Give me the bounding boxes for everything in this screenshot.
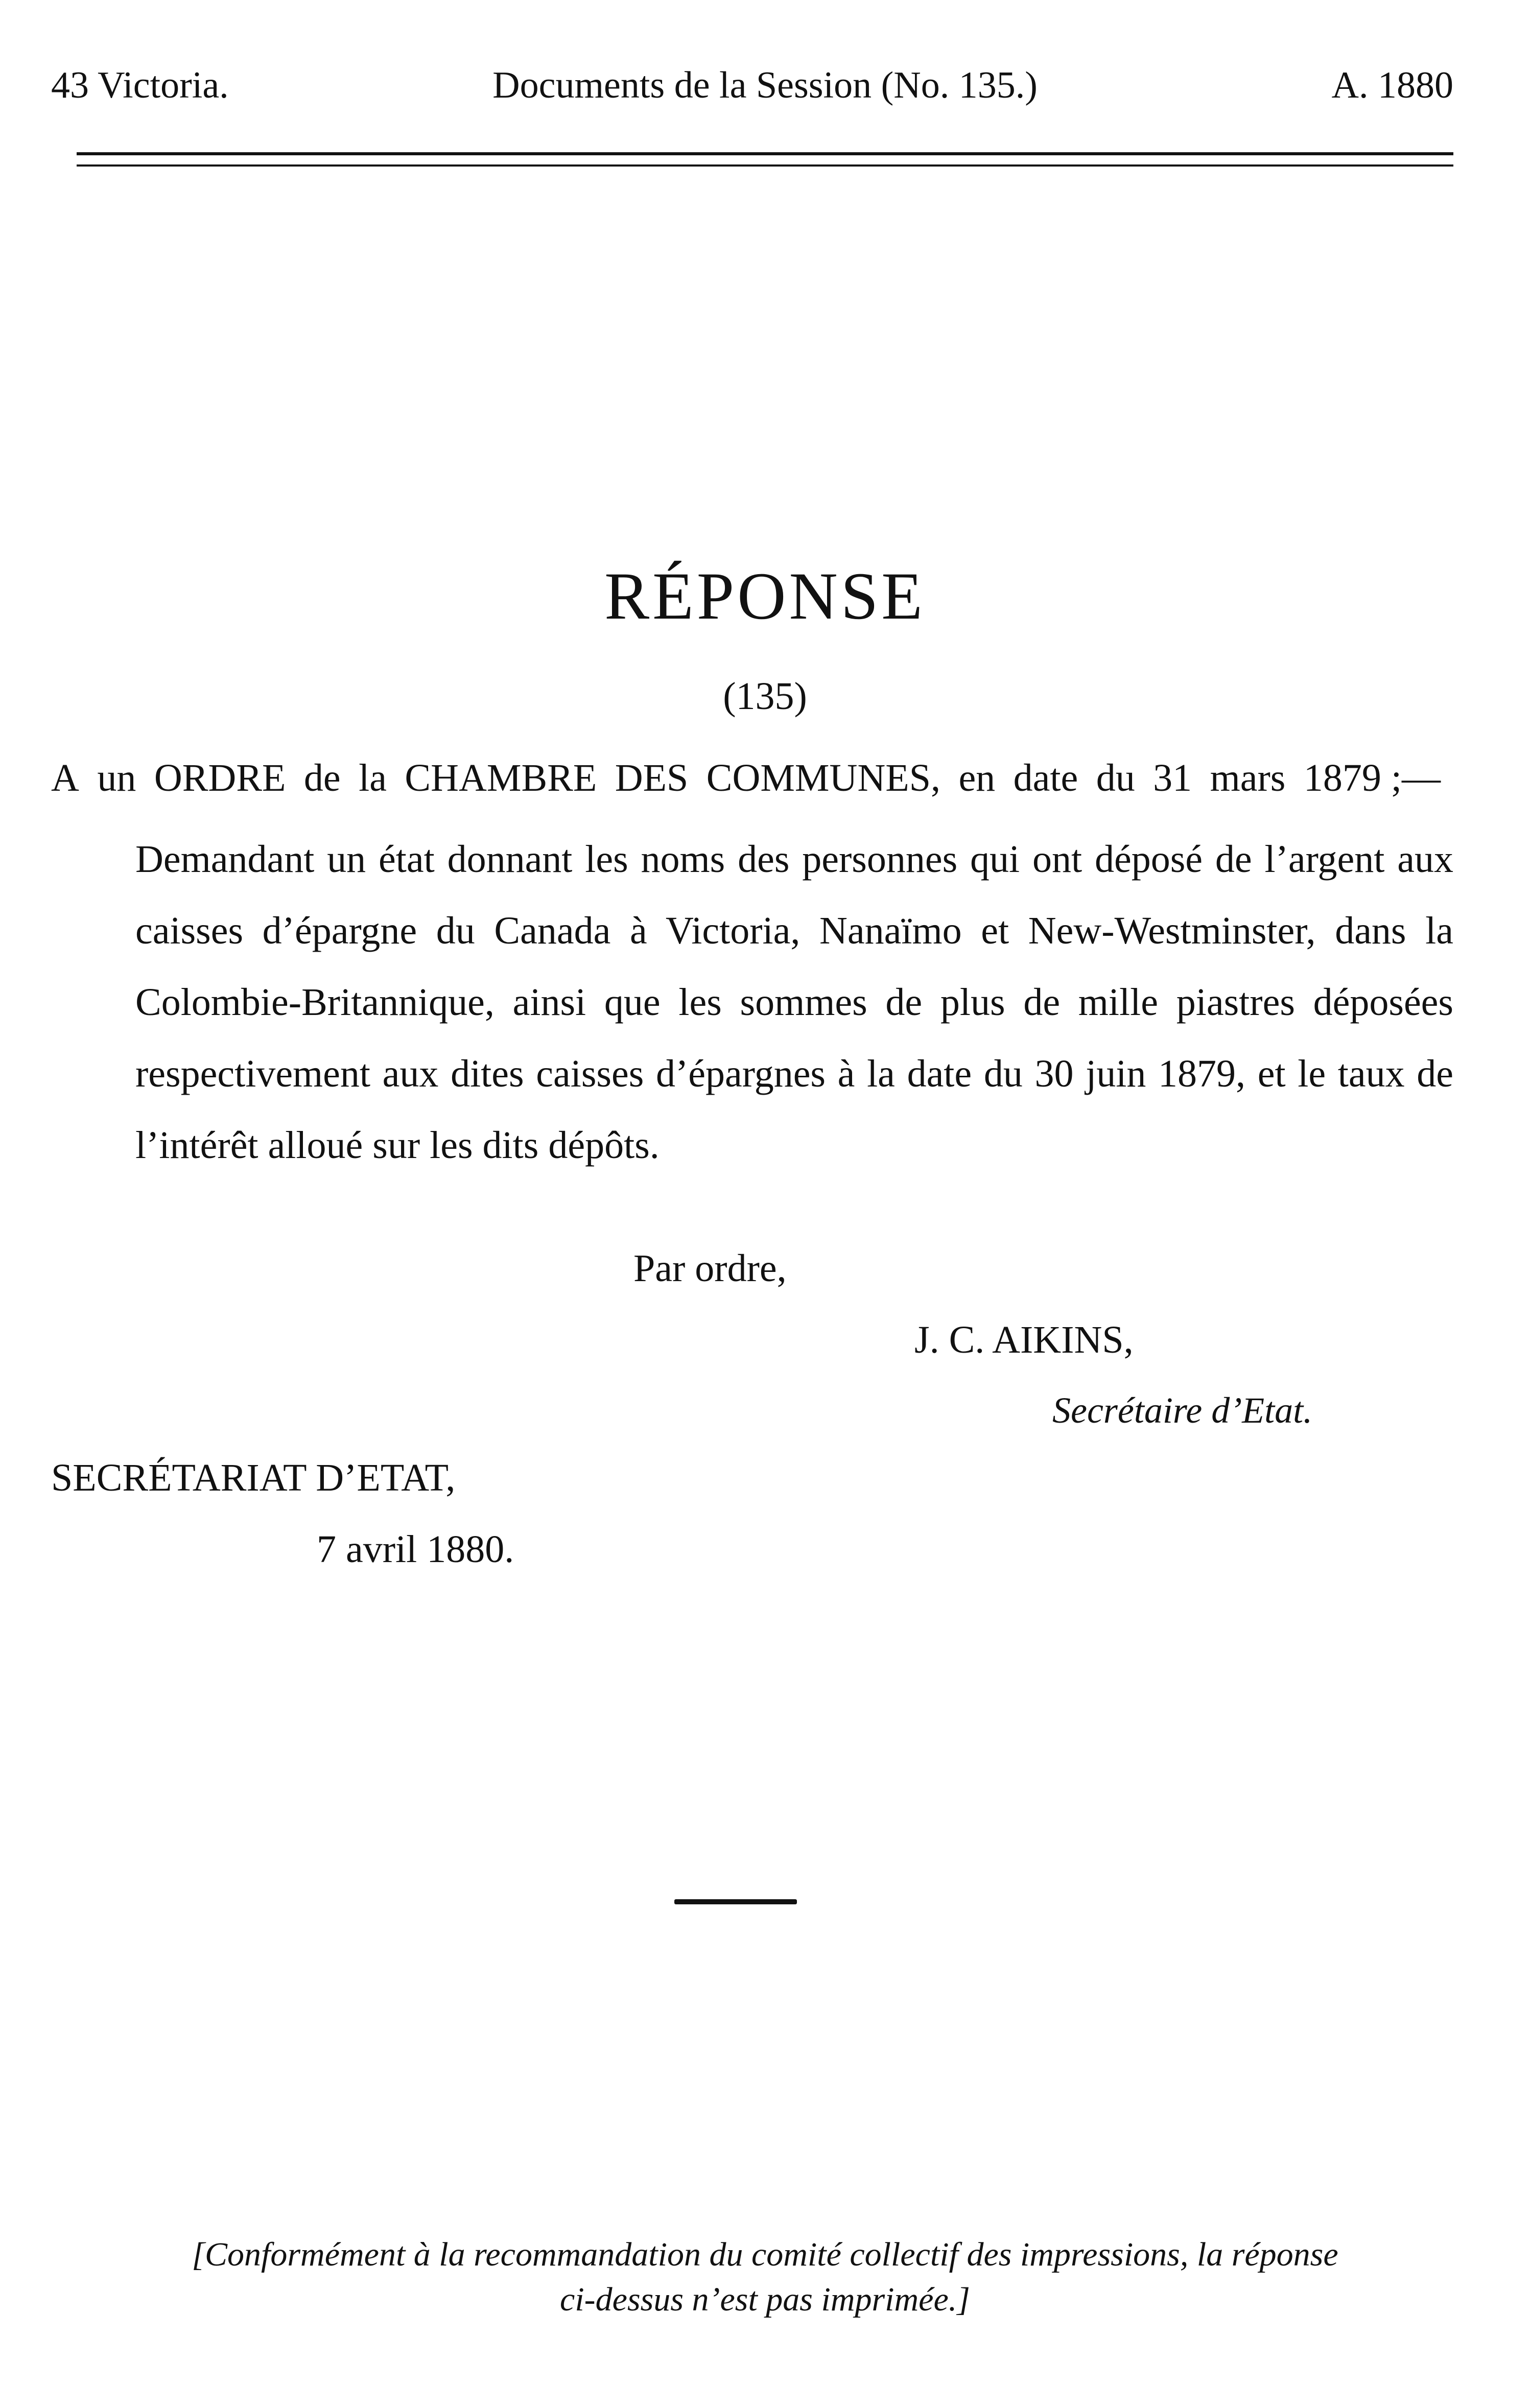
- document-number: (135): [723, 675, 807, 718]
- signatory-name: J. C. AIKINS,: [914, 1318, 1134, 1361]
- order-word: mars: [1210, 757, 1286, 799]
- order-word: date: [1013, 757, 1078, 799]
- header-left: 43 Victoria.: [51, 64, 229, 106]
- issuing-office: SECRÉTARIAT D’ETAT,: [51, 1456, 456, 1499]
- footnote: [0, 2232, 1530, 2322]
- order-word: en: [958, 757, 996, 799]
- closing-phrase: Par ordre,: [633, 1247, 787, 1290]
- header-right: A. 1880: [1331, 64, 1453, 106]
- order-word: ORDRE: [154, 757, 286, 799]
- section-divider: [674, 1899, 797, 1904]
- order-word: du: [1096, 757, 1135, 799]
- header-rule-top: [77, 152, 1453, 155]
- order-line: [51, 756, 1441, 800]
- issue-date: 7 avril 1880.: [317, 1528, 514, 1571]
- order-word: COMMUNES,: [706, 757, 940, 799]
- order-word: de: [303, 757, 341, 799]
- order-word: la: [359, 757, 387, 799]
- order-word: DES: [615, 757, 689, 799]
- footnote-line-2: ci-dessus n’est pas imprimée.]: [560, 2281, 970, 2318]
- order-word: un: [97, 757, 136, 799]
- header-center: Documents de la Session (No. 135.): [492, 64, 1038, 106]
- order-word: A: [51, 757, 79, 799]
- footnote-line-1: [Conformément à la recommandation du comité collectif des impressions, la réponse: [192, 2236, 1338, 2273]
- signatory-title: Secrétaire d’Etat.: [1052, 1390, 1313, 1431]
- order-word: 1879 ;—: [1303, 757, 1441, 799]
- order-word: 31: [1153, 757, 1192, 799]
- document-title: RÉPONSE: [604, 558, 926, 633]
- order-body-text: Demandant un état donnant les noms des personnes qui ont déposé de l’argent aux caisses d’épargne du Canada à Victoria, Nanaïmo et New-Westminster, dans la Colombie-Britannique, ainsi que les sommes de plus de mille piastres déposées respectivement aux dites caisses d’épargnes à la date du 30 juin 1879, et le taux de l’intérêt alloué sur les dits dépôts.: [135, 838, 1453, 1167]
- header-rule-bottom: [77, 164, 1453, 167]
- order-word: CHAMBRE: [405, 757, 597, 799]
